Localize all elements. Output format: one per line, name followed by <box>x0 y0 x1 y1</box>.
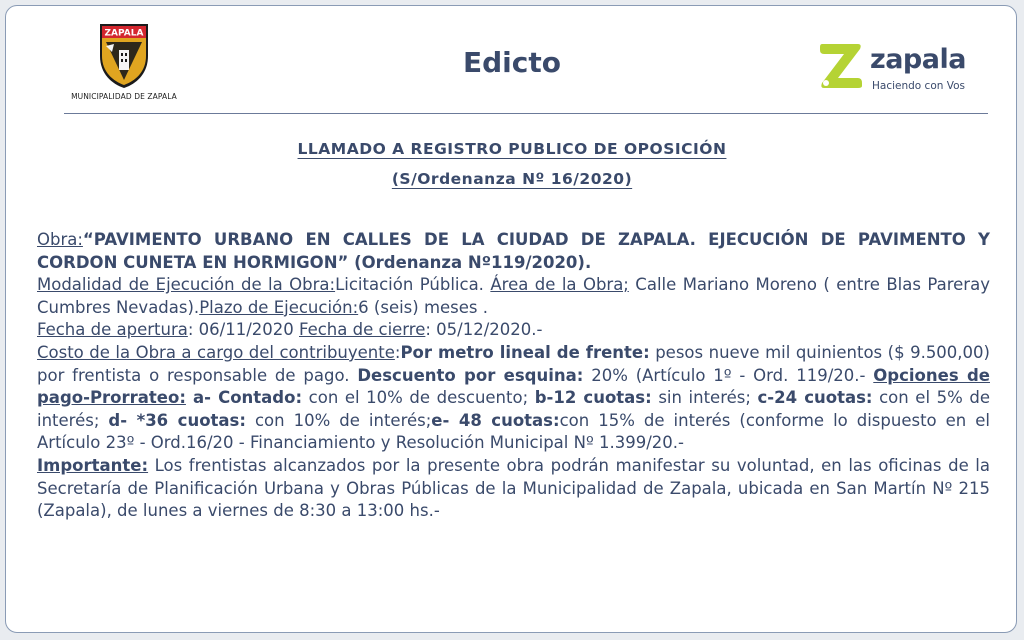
heading-ordenanza-text: (S/Ordenanza Nº 16/2020) <box>391 170 633 188</box>
opt-a-label: a- Contado: <box>185 388 303 408</box>
modalidad-value: Licitación Pública. <box>335 275 491 295</box>
costo-sep: : <box>394 342 401 362</box>
opt-d-text: con 10% de interés; <box>245 410 432 430</box>
importante-text: Los frentistas alcanzados por la presente obra podrán manifestar su voluntad, en las oficinas de la Secretaría de Planificación Urbana y Obras Públicas de la Municipalidad de Zapala, ubicada en San Martín Nº 215 (Zapala), de lunes a viernes de 8:30 a 13:00 hs.- <box>37 455 990 521</box>
obra-label: Obra: <box>37 230 83 249</box>
paragraph-importante <box>37 455 990 523</box>
importante-label: Importante: <box>37 455 149 475</box>
obra-text: “PAVIMENTO URBANO EN CALLES DE LA CIUDAD DE ZAPALA. EJECUCIÓN DE PAVIMENTO Y CORDON CUNETA EN HORMIGON” (Ordenanza Nº119/2020). <box>37 230 990 272</box>
municipality-label: MUNICIPALIDAD DE ZAPALA <box>71 92 177 101</box>
edict-card <box>5 5 1017 633</box>
costo-text: pesos nueve mil quinientos ($ 9.500,00) por frentista o responsable de pago. <box>37 342 990 385</box>
paragraph-modalidad <box>37 274 990 319</box>
opt-d-label: d- *36 cuotas: <box>108 410 246 430</box>
heading-ordenanza <box>6 170 1017 188</box>
edict-body <box>37 229 990 523</box>
header-divider <box>64 113 988 114</box>
zapala-brand-logo <box>818 42 998 92</box>
opt-b-text: sin interés; <box>651 388 758 408</box>
heading-llamado-text: LLAMADO A REGISTRO PUBLICO DE OPOSICIÓN <box>297 140 727 158</box>
opt-e-text: con 15% de interés (conforme lo dispuesto en el Artículo 23º - Ord.16/20 - Financiamiento y Resolución Municipal Nº 1.399/20.- <box>37 410 990 453</box>
paragraph-fechas <box>37 319 990 342</box>
page-title: Edicto <box>463 46 561 79</box>
plazo-label: Plazo de Ejecución: <box>199 297 359 317</box>
costo-bold: Por metro lineal de frente: <box>400 342 650 362</box>
opt-b-label: b-12 cuotas: <box>534 388 652 408</box>
plazo-value: 6 (seis) meses . <box>358 297 489 317</box>
area-label: Área de la Obra; <box>490 275 629 295</box>
paragraph-obra <box>37 229 990 274</box>
apertura-value: : 06/11/2020 <box>187 320 299 340</box>
opt-c-label: c-24 cuotas: <box>757 388 873 408</box>
brand-tagline: Haciendo con Vos <box>872 80 966 92</box>
opciones-label: Opciones de pago-Prorrateo: <box>37 365 990 408</box>
shield-text: ZAPALA <box>104 28 144 39</box>
z-letter-logo-icon <box>818 42 864 90</box>
cierre-value: : 05/12/2020.- <box>425 320 543 340</box>
opt-e-label: e- 48 cuotas: <box>431 410 560 430</box>
heading-llamado <box>6 140 1017 158</box>
opt-a-text: con el 10% de descuento; <box>302 388 535 408</box>
area-value: Calle Mariano Moreno ( entre Blas Pareray Cumbres Nevadas). <box>37 275 990 317</box>
brand-name: zapala <box>870 44 966 75</box>
costo-label: Costo de la Obra a cargo del contribuyente <box>37 342 395 362</box>
modalidad-label: Modalidad de Ejecución de la Obra: <box>37 275 336 295</box>
cierre-label: Fecha de cierre <box>299 320 426 340</box>
opt-c-text: con el 5% de interés; <box>37 388 991 430</box>
paragraph-costo <box>37 342 990 455</box>
descuento-text: 20% (Artículo 1º - Ord. 119/20.- <box>583 365 874 385</box>
apertura-label: Fecha de apertura <box>37 320 188 340</box>
descuento-label: Descuento por esquina: <box>357 365 584 385</box>
